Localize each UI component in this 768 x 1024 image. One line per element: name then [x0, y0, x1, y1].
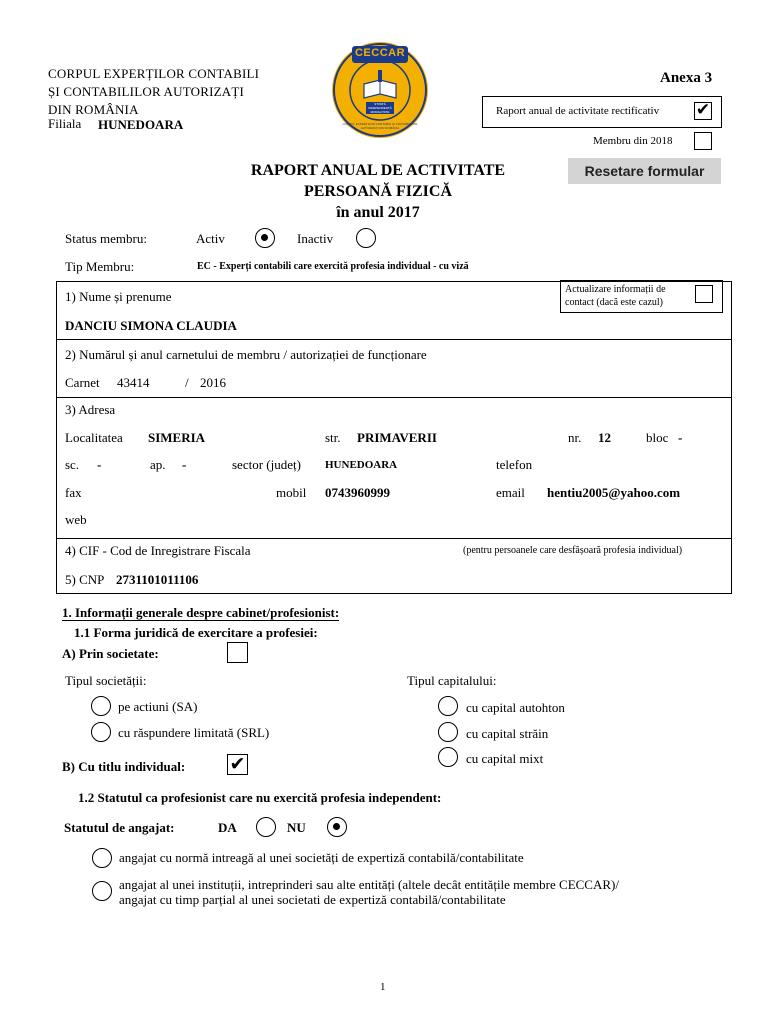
- filiala-value: HUNEDOARA: [98, 117, 184, 132]
- sa-radio[interactable]: [91, 696, 111, 716]
- annex-title: Anexa 3: [660, 70, 713, 86]
- reset-form-button[interactable]: Resetare formular: [568, 158, 721, 184]
- ap-value[interactable]: -: [182, 457, 187, 472]
- cnp-label: 5) CNP: [65, 572, 105, 587]
- web-label: web: [65, 512, 87, 527]
- email-value[interactable]: hentiu2005@yahoo.com: [547, 485, 681, 500]
- capital-strain-label: cu capital străin: [466, 726, 549, 741]
- cif-label: 4) CIF - Cod de Inregistrare Fiscala: [65, 543, 251, 558]
- page-number: 1: [380, 981, 386, 993]
- angajat-nu-radio[interactable]: [327, 817, 347, 837]
- email-label: email: [496, 485, 525, 500]
- rectificativ-label: Raport anual de activitate rectificativ: [496, 105, 660, 117]
- title-line-2: PERSOANĂ FIZICĂ: [303, 183, 452, 200]
- ap-label: ap.: [150, 457, 166, 472]
- tip-membru-label: Tip Membru:: [65, 259, 135, 274]
- tip-societate-label: Tipul societății:: [65, 673, 147, 688]
- srl-label: cu răspundere limitată (SRL): [118, 725, 270, 740]
- ceccar-logo: [330, 40, 430, 140]
- titlu-individual-checkbox[interactable]: ✔: [227, 754, 248, 775]
- nr-value[interactable]: 12: [598, 430, 611, 445]
- adresa-label: 3) Adresa: [65, 402, 116, 417]
- capital-strain-radio[interactable]: [438, 722, 458, 742]
- sc-value[interactable]: -: [97, 457, 102, 472]
- norma-intreaga-label: angajat cu normă intreagă al unei societăți de expertiză contabilă/contabilitate: [119, 850, 524, 865]
- carnet-section-label: 2) Numărul și anul carnetului de membru / autorizației de funcționare: [65, 347, 427, 362]
- norma-intreaga-radio[interactable]: [92, 848, 112, 868]
- inactiv-label: Inactiv: [297, 231, 334, 246]
- tip-membru-value: EC - Experți contabili care exercită profesia individual - cu viză: [197, 261, 469, 272]
- titlu-individual-label: B) Cu titlu individual:: [62, 759, 186, 774]
- prin-societate-label: A) Prin societate:: [62, 646, 159, 661]
- statut-angajat-label: Statutul de angajat:: [64, 820, 175, 835]
- forma-juridica-heading: 1.1 Forma juridică de exercitare a profesiei:: [74, 625, 318, 640]
- angajat-institutie-radio[interactable]: [92, 881, 112, 901]
- org-line-2: ȘI CONTABILILOR AUTORIZAȚI: [48, 84, 245, 99]
- sector-value[interactable]: HUNEDOARA: [325, 459, 398, 471]
- update-contact-checkbox[interactable]: [695, 285, 713, 303]
- capital-mixt-label: cu capital mixt: [466, 751, 544, 766]
- carnet-slash: /: [185, 375, 189, 390]
- membru-checkbox[interactable]: [694, 132, 712, 150]
- membru-label: Membru din 2018: [593, 135, 673, 147]
- localitatea-value[interactable]: SIMERIA: [148, 430, 206, 445]
- status-label: Status membru:: [65, 231, 147, 246]
- nr-label: nr.: [568, 430, 582, 445]
- update-contact-label: [565, 283, 666, 309]
- nume-label: 1) Nume și prenume: [65, 289, 172, 304]
- carnet-label: Carnet: [65, 375, 100, 390]
- activ-radio[interactable]: [255, 228, 275, 248]
- mobil-value[interactable]: 0743960999: [325, 485, 390, 500]
- divider-2: [56, 397, 732, 398]
- sector-label: sector (județ): [232, 457, 301, 472]
- angajat-institutie-line-1: angajat al unei instituții, intreprinderi sau alte entități (altele decât entitățile membre CECCAR)/: [119, 877, 619, 892]
- prin-societate-checkbox[interactable]: [227, 642, 248, 663]
- cif-note: (pentru persoanele care desfășoară profesia individual): [463, 545, 683, 556]
- update-contact-line-2: contact (dacă este cazul): [565, 297, 663, 308]
- org-line-1: CORPUL EXPERȚILOR CONTABILI: [48, 66, 260, 81]
- activ-label: Activ: [196, 231, 225, 246]
- capital-autohton-radio[interactable]: [438, 696, 458, 716]
- bloc-label: bloc: [646, 430, 669, 445]
- da-label: DA: [218, 820, 237, 835]
- rectificativ-checkbox[interactable]: ✔: [695, 100, 711, 120]
- tip-capital-label: Tipul capitalului:: [407, 673, 497, 688]
- title-line-3: în anul 2017: [336, 204, 420, 221]
- mobil-label: mobil: [276, 485, 307, 500]
- logo-ring-text: CORPUL EXPERȚILOR CONTABILI ȘI CONTABILILOR AUTORIZAȚI DIN ROMÂNIA: [342, 122, 418, 130]
- title-line-1: RAPORT ANUAL DE ACTIVITATE: [250, 162, 506, 179]
- angajat-institutie-label: [119, 877, 619, 907]
- capital-autohton-label: cu capital autohton: [466, 700, 565, 715]
- srl-radio[interactable]: [91, 722, 111, 742]
- logo-motto: ȘTIINȚĂ INDEPENDENȚĂ MORALITATE: [368, 102, 392, 114]
- inactiv-radio[interactable]: [356, 228, 376, 248]
- str-label: str.: [325, 430, 341, 445]
- divider-3: [56, 538, 732, 539]
- info-heading: 1. Informații generale despre cabinet/profesionist:: [62, 605, 340, 620]
- filiala-label: Filiala: [48, 116, 82, 131]
- nu-label: NU: [287, 820, 306, 835]
- bloc-value[interactable]: -: [678, 430, 683, 445]
- fax-label: fax: [65, 485, 82, 500]
- sa-label: pe actiuni (SA): [118, 699, 198, 714]
- cnp-value[interactable]: 2731101011106: [116, 572, 199, 587]
- telefon-label: telefon: [496, 457, 533, 472]
- org-name: [48, 64, 259, 120]
- nume-value[interactable]: DANCIU SIMONA CLAUDIA: [65, 318, 237, 333]
- capital-mixt-radio[interactable]: [438, 747, 458, 767]
- logo-acronym: CECCAR: [354, 47, 406, 59]
- divider-1: [56, 339, 732, 340]
- page-title: [180, 160, 576, 223]
- update-contact-line-1: Actualizare informații de: [565, 284, 666, 295]
- angajat-institutie-line-2: angajat cu timp parțial al unei societati de expertiză contabilă/contabilitate: [119, 892, 506, 907]
- localitatea-label: Localitatea: [65, 430, 123, 445]
- sc-label: sc.: [65, 457, 80, 472]
- org-line-3: DIN ROMÂNIA: [48, 102, 139, 117]
- statut-heading: 1.2 Statutul ca profesionist care nu exercită profesia independent:: [78, 790, 442, 805]
- carnet-year[interactable]: 2016: [200, 375, 226, 390]
- angajat-da-radio[interactable]: [256, 817, 276, 837]
- str-value[interactable]: PRIMAVERII: [357, 430, 437, 445]
- carnet-number[interactable]: 43414: [117, 375, 150, 390]
